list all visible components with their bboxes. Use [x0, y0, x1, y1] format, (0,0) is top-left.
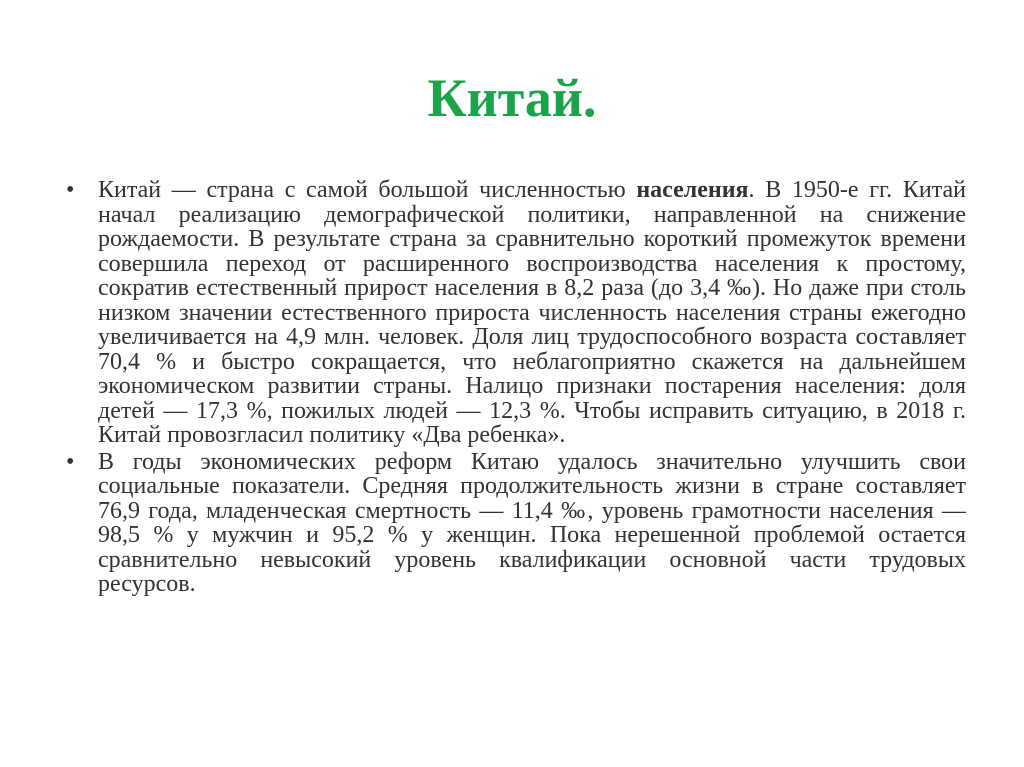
bullet-bold-term: населения: [636, 177, 749, 203]
slide-content: [66, 178, 966, 599]
bullet-item-population: [66, 178, 966, 448]
slide-title: Китай.: [427, 68, 597, 128]
bullet-text-part: Китай — страна с самой большой численностью: [98, 177, 637, 203]
bullet-icon: •: [66, 448, 75, 475]
bullet-text-part: . В 1950-е гг. Китай начал реализацию демографической политики, направленной на снижение рождаемости. В результате страна за сравнительно короткий промежуток времени совершила переход от расширенного воспроизводства населения к простому, сократив естественный прирост населения в 8,2 раза (до 3,4 ‰). Но даже при столь низком значении естественного прироста численность населения страны ежегодно увеличивается на 4,9 млн. человек. Доля лиц трудоспособного возраста составляет 70,4 % и быстро сокращается, что неблагоприятно скажется на дальнейшем экономическом развитии страны. Налицо признаки постарения населения: доля детей — 17,3 %, пожилых людей — 12,3 %. Чтобы исправить ситуацию, в 2018 г. Китай провозгласил политику «Два ребенка».: [98, 177, 966, 448]
bullet-text: В годы экономических реформ Китаю удалось значительно улучшить свои социальные показатели. Средняя продолжительность жизни в стране составляет 76,9 года, младенческая смертность — 11,4 ‰, уровень грамотности населения — 98,5 % у мужчин и 95,2 % у женщин. Пока нерешенной проблемой остается сравнительно невысокий уровень квалификации основной части трудовых ресурсов.: [98, 448, 966, 597]
bullet-item-reforms: [66, 450, 966, 597]
bullet-icon: •: [66, 177, 75, 203]
bullet-text: [98, 178, 966, 448]
